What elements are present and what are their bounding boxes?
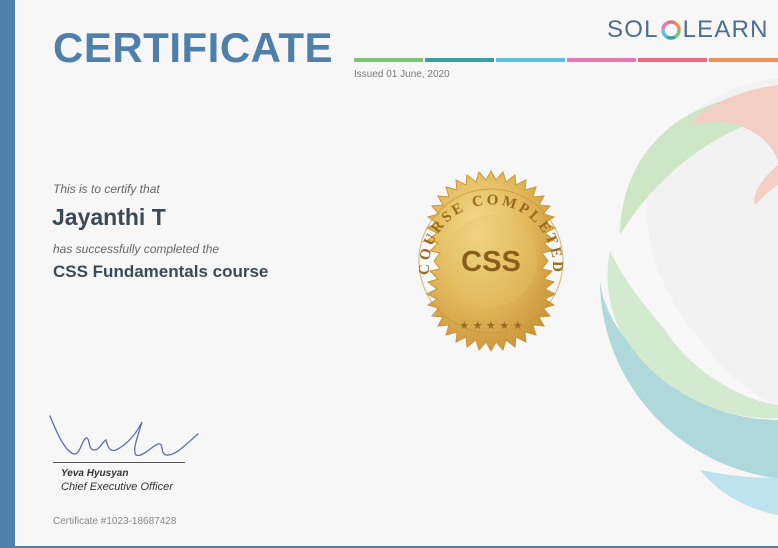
completed-text: has successfully completed the: [53, 242, 220, 256]
signer-title: Chief Executive Officer: [61, 481, 173, 493]
multicolor-ring-icon: [660, 19, 682, 41]
handwritten-signature: [46, 410, 206, 470]
logo-text-learn: LEARN: [682, 16, 769, 43]
stripe-blue: [496, 58, 565, 62]
course-name: CSS Fundamentals course: [53, 262, 269, 281]
signer-name: Yeva Hyusyan: [61, 468, 129, 479]
certificate-title: CERTIFICATE: [53, 24, 334, 71]
logo-text-sol: SOL: [607, 16, 659, 43]
stripe-green: [354, 58, 423, 62]
seal-center-text: CSS: [461, 246, 521, 278]
sololearn-logo: [607, 16, 769, 44]
stripe-pink: [567, 58, 636, 62]
issue-date: Issued 01 June, 2020: [354, 69, 450, 80]
seal-stars: ★ ★ ★ ★ ★: [459, 319, 523, 332]
stripe-teal: [425, 58, 494, 62]
certify-text: This is to certify that: [53, 182, 160, 196]
stripe-red: [638, 58, 707, 62]
seal-arc-text: COURSE COMPLETED: [416, 192, 566, 276]
certificate-number: Certificate #1023-18687428: [53, 516, 177, 527]
signature-line: [53, 462, 185, 463]
color-stripe: [354, 58, 778, 62]
stripe-orange: [709, 58, 778, 62]
course-completed-seal: [396, 166, 586, 356]
recipient-name: Jayanthi T: [52, 204, 166, 230]
